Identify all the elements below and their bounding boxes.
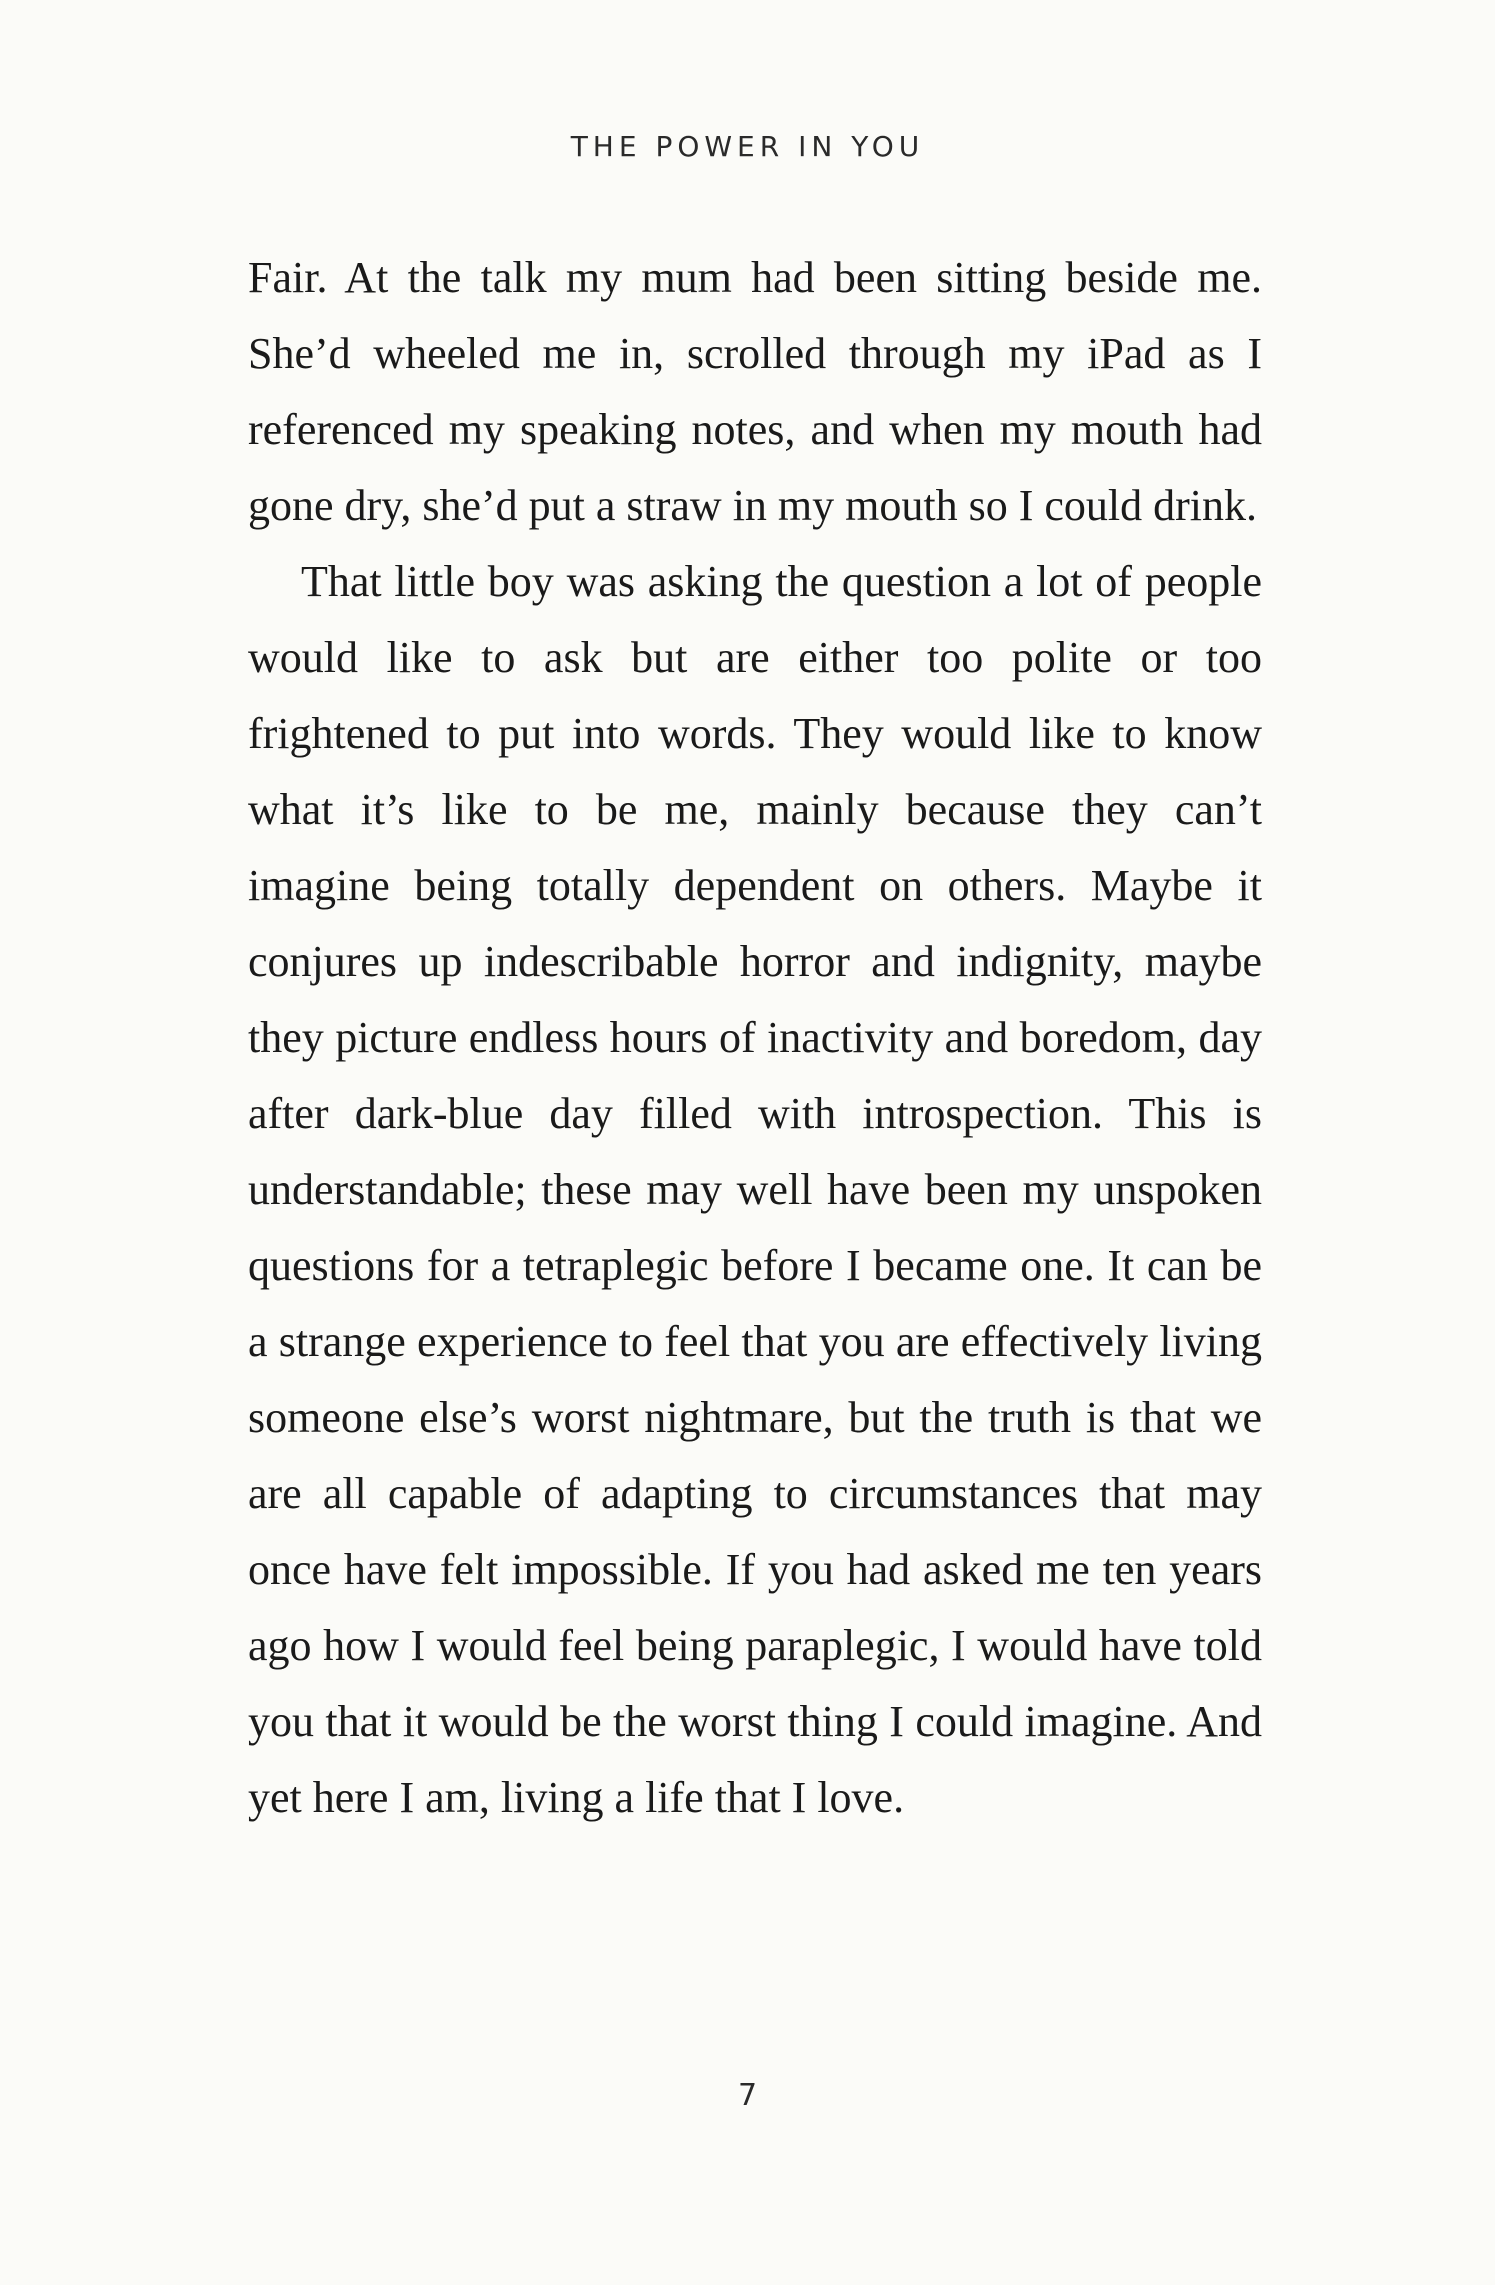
body-text bbox=[248, 240, 1262, 1836]
paragraph: That little boy was asking the question a lot of people would like to ask but are either too polite or too frightened to put into words. They would like to know what it’s like to be me, mainly because they can’t imagine being totally dependent on others. Maybe it conjures up indescribable horror and indignity, maybe they picture endless hours of inactivity and boredom, day after dark-blue day filled with introspection. This is understandable; these may well have been my unspoken questions for a tetraplegic before I became one. It can be a strange experience to feel that you are effectively living someone else’s worst nightmare, but the truth is that we are all capable of adapting to circumstances that may once have felt impossible. If you had asked me ten years ago how I would feel being paraplegic, I would have told you that it would be the worst thing I could imagine. And yet here I am, living a life that I love. bbox=[248, 557, 1262, 1822]
running-header: THE POWER IN YOU bbox=[570, 130, 925, 163]
paragraph-continued: Fair. At the talk my mum had been sitting beside me. She’d wheeled me in, scrolled through my iPad as I referenced my speaking notes, and when my mouth had gone dry, she’d put a straw in my mouth so I could drink. bbox=[248, 253, 1262, 530]
page-number: 7 bbox=[737, 2078, 758, 2113]
